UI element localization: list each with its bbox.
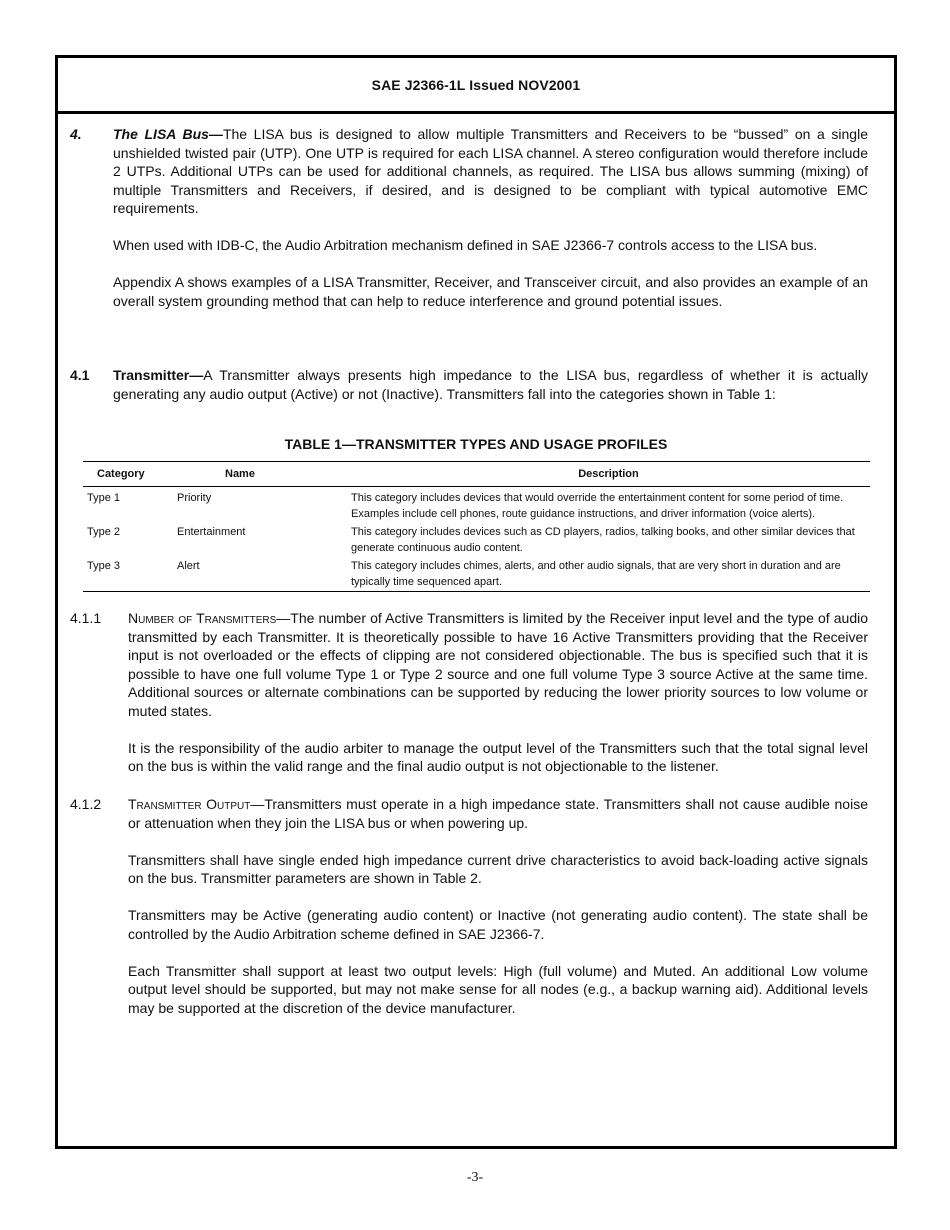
section-4-1-2-body	[128, 795, 868, 1017]
section-4-paragraph-1	[113, 125, 868, 218]
section-4	[70, 125, 868, 310]
page-content	[58, 114, 894, 1146]
section-4-1-1-body	[128, 609, 868, 776]
table-cell-category: Type 3	[83, 557, 173, 592]
section-4-1-2-paragraph-4: Each Transmitter shall support at least two output levels: High (full volume) and Muted. An additional Low volume output level should be supported, but may not make sense for all nodes (e.g., a backup warning aid). Additional levels may be supported at the discretion of the device manufacturer.	[128, 962, 868, 1016]
table-row	[83, 523, 870, 557]
table-cell-description: This category includes devices such as CD players, radios, talking books, and other similar devices that generate continuous audio content.	[351, 526, 855, 554]
table-cell-category: Type 1	[87, 492, 121, 504]
section-4-1	[70, 366, 868, 403]
table-1	[83, 461, 870, 592]
page-number: -3-	[466, 1170, 484, 1185]
table-1-header-row	[83, 462, 870, 487]
section-4-1-2-title: Transmitter Output	[128, 796, 251, 812]
section-4-1-1-number: 4.1.1	[70, 610, 102, 626]
section-4-1-1-dash: —	[276, 610, 291, 626]
table-1-header-category: Category	[83, 462, 173, 487]
section-4-1-1-title: Number of Transmitters	[128, 610, 277, 626]
section-4-1-2-paragraph-3: Transmitters may be Active (generating audio content) or Inactive (not generating audio content). The state shall be controlled by the Audio Arbitration scheme defined in SAE J2366-7.	[128, 907, 868, 942]
section-4-body	[113, 125, 868, 310]
table-cell-description: This category includes chimes, alerts, and other audio signals, that are very short in duration and are typically time sequenced apart.	[347, 557, 870, 592]
section-4-1-2-paragraph-1	[128, 795, 868, 832]
section-4-number: 4.	[70, 126, 82, 142]
section-4-1-1-paragraph-2: It is the responsibility of the audio arbiter to manage the output level of the Transmitters such that the total signal level on the bus is within the valid range and the final audio output is not objectionable to the listener.	[128, 739, 868, 774]
section-4-paragraph-2: When used with IDB-C, the Audio Arbitration mechanism defined in SAE J2366-7 controls access to the LISA bus.	[113, 237, 818, 253]
page-frame	[55, 55, 897, 1149]
table-cell-category: Type 2	[87, 526, 121, 538]
table-1-header-description: Description	[347, 462, 870, 487]
section-4-1-2	[70, 795, 868, 1017]
table-cell-name: Priority	[177, 492, 212, 504]
section-4-title: The LISA Bus—	[113, 126, 223, 142]
section-4-1-body	[113, 366, 868, 403]
table-cell-name: Alert	[173, 557, 347, 592]
table-1-header-name: Name	[173, 462, 347, 487]
section-4-1-2-dash: —	[250, 796, 265, 812]
table-cell-description: This category includes devices that would override the entertainment content for some period of time. Examples include cell phones, route guidance instructions, and driver information (voice alerts).	[351, 492, 844, 520]
document-title: SAE J2366-1L Issued NOV2001	[371, 76, 581, 93]
table-1-title: TABLE 1—TRANSMITTER TYPES AND USAGE PROFILES	[284, 436, 668, 452]
table-row	[83, 557, 870, 592]
section-4-1-1-paragraph-1	[128, 609, 868, 720]
page-header	[58, 58, 894, 114]
section-4-1-1	[70, 609, 868, 776]
section-4-1-text: A Transmitter always presents high impedance to the LISA bus, regardless of whether it is actually generating any audio output (Active) or not (Inactive). Transmitters fall into the categories shown in Table 1:	[113, 367, 868, 402]
table-row	[83, 487, 870, 524]
section-4-paragraph-1-text: The LISA bus is designed to allow multiple Transmitters and Receivers to be “bussed” on a single unshielded twisted pair (UTP). One UTP is required for each LISA channel. A stereo configuration would therefore include 2 UTPs. Additional UTPs can be used for additional channels, as required. The LISA bus allows summing (mixing) of multiple Transmitters and Receivers, if desired, and is designed to be compliant with typical automotive EMC requirements.	[113, 126, 868, 216]
section-4-1-title: Transmitter—	[113, 367, 204, 383]
section-4-1-paragraph	[113, 366, 868, 403]
table-cell-name: Entertainment	[177, 526, 246, 538]
section-4-1-2-paragraph-2: Transmitters shall have single ended high impedance current drive characteristics to avoid back-loading active signals on the bus. Transmitter parameters are shown in Table 2.	[128, 851, 868, 886]
section-4-1-2-paragraph-1-text: Transmitters must operate in a high impedance state. Transmitters shall not cause audible noise or attenuation when they join the LISA bus or when powering up.	[128, 796, 868, 831]
section-4-1-1-paragraph-1-text: The number of Active Transmitters is limited by the Receiver input level and the type of audio transmitted by each Transmitter. It is theoretically possible to have 16 Active Transmitters providing that the Receiver input is not overloaded or the effects of clipping are not considered objectionable. The bus is specified such that it is possible to have one full volume Type 1 or Type 2 source and one full volume Type 3 source Active at the same time. Additional sources or alternate combinations can be supported by reducing the lower priority sources to low volume or muted states.	[128, 610, 869, 719]
section-4-1-number: 4.1	[70, 367, 90, 383]
section-4-paragraph-3: Appendix A shows examples of a LISA Transmitter, Receiver, and Transceiver circuit, and also provides an example of an overall system grounding method that can help to reduce interference and ground potential issues.	[113, 274, 868, 309]
section-4-1-2-number: 4.1.2	[70, 796, 102, 812]
